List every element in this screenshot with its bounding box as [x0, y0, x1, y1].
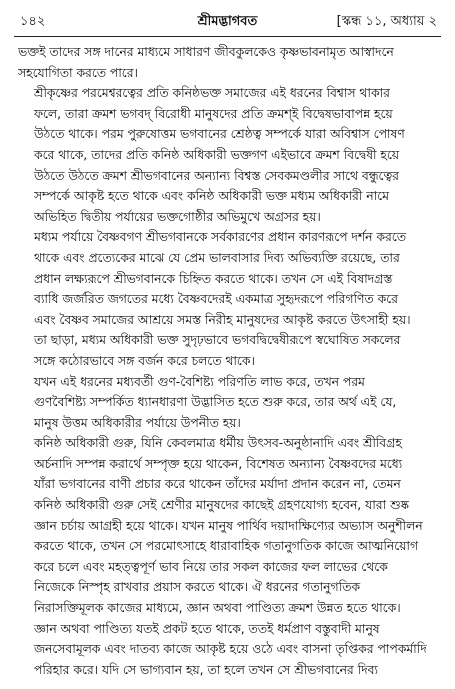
paragraph — [18, 372, 441, 434]
canto-chapter-label: [স্কন্ধ ১১, অধ্যায় ২ — [336, 14, 437, 29]
text-line: গুণবৈশিষ্ট্য সম্পর্কিত ধ্যানধারণা উদ্ভাসিত হতে শুরু করে, তার অর্থ এই যে, — [34, 395, 397, 410]
text-line: উঠতে উঠতে ক্রমশ শ্রীভগবানের অন্যান্য বিশ্বস্ত সেবকমণ্ডলীর সাথে বন্ধুত্বের — [34, 168, 399, 183]
text-line: শ্রীকৃষ্ণের পরমেশ্বরত্বের প্রতি কনিষ্ঠভক্ত সমাজের এই ধরনের বিশ্বাস থাকার — [34, 86, 390, 101]
text-line: ফলে, তারা ক্রমশ ভগবদ্ বিরোধী মানুষদের প্রতি ক্রমশ্ই বিদ্বেষভাবাপন্ন হয়ে — [34, 106, 393, 121]
text-line: করতে থাকে, তখন সে পরমোৎসাহে ধারাবাহিক গতানুগতিক কাজে আত্মনিয়োগ — [34, 539, 419, 554]
text-line: থাকে এবং প্রত্যেকের মাঝে যে প্রেম ভালবাসার দিব্য অভিব্যক্তি রয়েছে, তার — [34, 250, 400, 265]
text-line: তা ছাড়া, মধ্যম অধিকারী ভক্ত সুদৃঢ়ভাবে ভগবদ্বিদ্বেষীরূপে স্বঘোষিত সকলের — [34, 333, 401, 348]
body-text — [18, 42, 441, 683]
text-line: অভিহিত দ্বিতীয় পর্যায়ের ভক্তগোষ্ঠীর অভিমুখে অগ্রসর হয়। — [34, 209, 321, 224]
paragraph — [18, 433, 441, 680]
book-title: শ্রীমদ্ভাগবত — [197, 14, 258, 29]
text-line: কনিষ্ঠ অধিকারী গুরু সেই শ্রেণীর মানুষদের কাছেই গ্রহণযোগ্য হবেন, যারা শুষ্ক — [34, 498, 409, 513]
text-line: জ্ঞান চর্চায় আগ্রহী হয়ে থাকে। যখন মানুষ পার্থিব দয়াদাক্ষিণ্যের অভ্যাস অনুশীলন — [34, 518, 423, 533]
paragraph — [18, 227, 441, 371]
text-line: কনিষ্ঠ অধিকারী গুরু, যিনি কেবলমাত্র ধর্মীয় উৎসব-অনুষ্ঠানাদি এবং শ্রীবিগ্রহ — [34, 436, 402, 451]
text-line: মধ্যম পর্যায়ে বৈষ্ণবগণ শ্রীভগবানকে সর্বকারণের প্রধান কারণরূপে দর্শন করতে — [34, 230, 406, 245]
text-line: নিরাসক্তিমূলক কাজের মাধ্যমে, জ্ঞান অথবা পাণ্ডিত্য ক্রমশ উন্নত হতে থাকে। — [34, 601, 401, 616]
text-line: ভক্তই তাদের সঙ্গ দানের মাধ্যমে সাধারণ জীবকুলকেও কৃষ্ণভাবনামৃত আস্বাদনে — [18, 45, 394, 59]
text-line: ব্যাধি জর্জরিত জগতের মধ্যে বৈষ্ণবদেরই একমাত্র সুহৃদরূপে পরিগণিত করে — [34, 292, 398, 307]
text-line: মানুষ উত্তম অধিকারীর পর্যায়ে উপনীত হয়। — [34, 415, 241, 430]
text-line: করে থাকে, তাদের প্রতি কনিষ্ঠ অধিকারী ভক্তগণ এইভাবে ক্রমশ বিদ্বেষী হয়ে — [34, 147, 400, 162]
paragraph — [18, 83, 441, 227]
text-line: সঙ্গে কঠোরভাবে সঙ্গ বর্জন করে চলতে থাকে। — [34, 353, 255, 368]
text-line: যখন এই ধরনের মধ্যবর্তী গুণ-বৈশিষ্ট্য পরিণতি লাভ করে, তখন পরম — [34, 374, 365, 389]
text-line: অর্চনাদি সম্পন্ন করার্থে সম্পৃক্ত হয়ে থাকেন, বিশেষত অন্যান্য বৈষ্ণবদের মধ্যে — [34, 456, 403, 471]
text-line: এবং বৈষ্ণব সমাজের আশ্রয়ে সমস্ত নিরীহ মানুষদের আকৃষ্ট করতে উৎসাহী হয়। — [34, 312, 411, 327]
text-line: প্রধান লক্ষ্যরূপে শ্রীভগবানকে চিহ্নিত করতে থাকে। তখন সে এই বিষাদগ্রস্ত — [34, 271, 393, 286]
text-line: করে চলে এবং মহত্ত্বপূর্ণ ভাব নিয়ে তার সকল কাজের ফল লাভের থেকে — [34, 559, 388, 574]
page-header — [14, 10, 441, 37]
text-line: সম্পর্কে আকৃষ্ট হতে থাকে এবং কনিষ্ঠ অধিকারী ভক্ত মধ্যম অধিকারী নামে — [34, 189, 389, 204]
text-line: নিজেকে নিস্পৃহ রাখবার প্রয়াস করতে থাকে। ঐ ধরনের গতানুগতিক — [34, 580, 360, 595]
text-line: জনসেবামূলক এবং দাতব্য কাজে আকৃষ্ট হয়ে ওঠে এবং বাসনা তৃপ্তিকর পাপকর্মাদি — [34, 642, 427, 657]
page-number: ১৪২ — [20, 14, 46, 29]
text-line: জ্ঞান অথবা পাণ্ডিত্য যতই প্রকট হতে থাকে, ততই ধর্মপ্রাণ বস্তুবাদী মানুষ — [34, 621, 380, 636]
text-line: সহযোগিতা করতে পারে। — [18, 65, 138, 80]
text-line: যাঁরা ভগবানের বাণী প্রচার করে থাকেন তাঁদের মর্যাদা প্রদান করেন না, তেমন — [34, 477, 401, 492]
text-line: পরিহার করে। যদি সে ভাগ্যবান হয়, তা হলে তখন সে শ্রীভগবানের দিব্য — [34, 662, 378, 677]
paragraph — [18, 42, 441, 83]
text-line: উঠতে থাকে। পরম পুরুষোত্তম ভগবানের শ্রেষ্ঠত্ব সম্পর্কে যারা অবিশ্বাস পোষণ — [34, 127, 405, 142]
